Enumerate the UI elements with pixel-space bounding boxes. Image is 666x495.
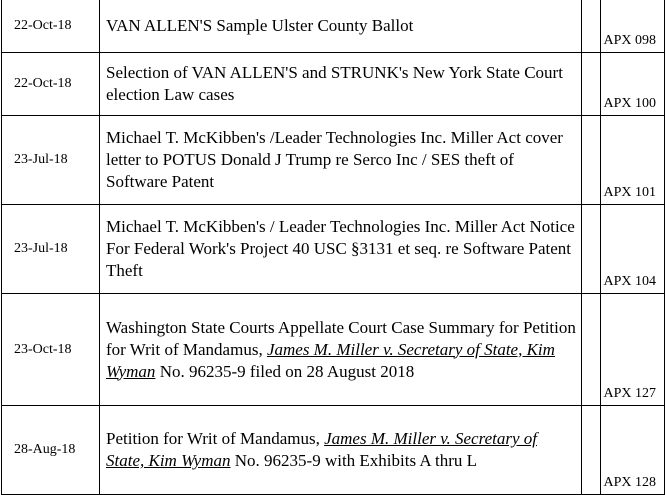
row-description: Michael T. McKibben's / Leader Technologies Inc. Miller Act Notice For Federal Work's Project 40 USC §3131 et seq. re Software Patent Theft xyxy=(100,205,582,294)
description-text: Petition for Writ of Mandamus, xyxy=(106,429,325,448)
row-blank-cell xyxy=(582,205,601,294)
row-blank-cell xyxy=(582,406,601,495)
row-description: VAN ALLEN'S Sample Ulster County Ballot xyxy=(100,0,582,53)
row-date: 23-Jul-18 xyxy=(2,205,100,294)
table-row xyxy=(2,205,665,294)
description-text: No. 96235-9 filed on 28 August 2018 xyxy=(155,361,415,381)
table-row xyxy=(2,0,665,53)
row-apx-page: APX 100 xyxy=(601,53,665,116)
row-blank-cell xyxy=(582,0,601,53)
row-description: Selection of VAN ALLEN'S and STRUNK's New York State Court election Law cases xyxy=(100,53,582,116)
row-description xyxy=(100,406,582,495)
row-description xyxy=(100,294,582,406)
description-text: No. 96235-9 with Exhibits A thru L xyxy=(230,451,478,470)
appendix-index-table xyxy=(1,0,665,495)
row-apx-page: APX 128 xyxy=(601,406,665,495)
row-description: Michael T. McKibben's /Leader Technologies Inc. Miller Act cover letter to POTUS Donald J Trump re Serco Inc / SES theft of Software Patent xyxy=(100,116,582,205)
case-caption: James M. Miller v. Secretary of State, Kim Wyman xyxy=(106,429,537,470)
row-date: 23-Jul-18 xyxy=(2,116,100,205)
row-apx-page: APX 104 xyxy=(601,205,665,294)
row-date: 28-Aug-18 xyxy=(2,406,100,495)
table-row xyxy=(2,116,665,205)
table-row xyxy=(2,406,665,495)
row-blank-cell xyxy=(582,53,601,116)
row-apx-page: APX 101 xyxy=(601,116,665,205)
description-text: Washington State Courts Appellate Court Case Summary for Petition for Writ of Mandamus, xyxy=(106,317,576,359)
row-blank-cell xyxy=(582,116,601,205)
row-apx-page: APX 098 xyxy=(601,0,665,53)
case-caption: James M. Miller v. Secretary of State, Kim Wyman xyxy=(106,339,555,381)
table-row xyxy=(2,294,665,406)
row-apx-page: APX 127 xyxy=(601,294,665,406)
row-date: 22-Oct-18 xyxy=(2,53,100,116)
table-row xyxy=(2,53,665,116)
row-blank-cell xyxy=(582,294,601,406)
row-date: 23-Oct-18 xyxy=(2,294,100,406)
row-date: 22-Oct-18 xyxy=(2,0,100,53)
